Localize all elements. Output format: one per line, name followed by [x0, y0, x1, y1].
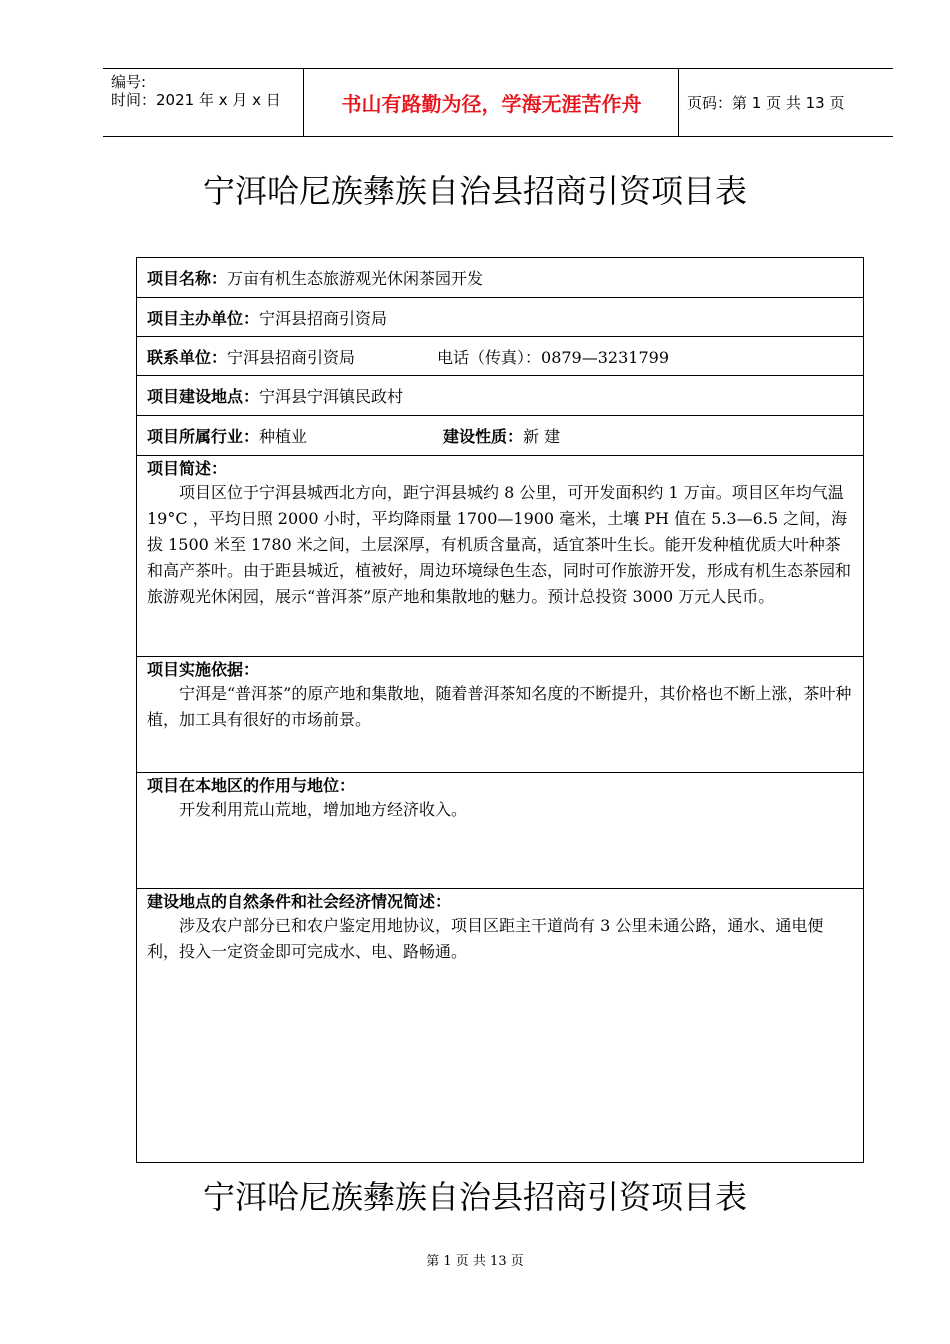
row-project-name — [137, 258, 863, 298]
contact-value: 宁洱县招商引资局 — [227, 347, 356, 367]
industry-value: 种植业 — [259, 427, 308, 446]
row-summary — [137, 456, 863, 657]
header-divider — [678, 69, 679, 136]
contact-phone: 电话（传真）：0879—3231799 — [437, 347, 669, 367]
role-label: 项目在本地区的作用与地位： — [147, 776, 356, 795]
row-contact — [137, 337, 863, 376]
nature-label: 建设性质： — [443, 427, 524, 446]
summary-text: 项目区位于宁洱县城西北方向，距宁洱县城约 8 公里，可开发面积约 1 万亩。项目区年均气温 19°C ，平均日照 2000 小时，平均降雨量 1700—1900 毫米，土壤 PH 值在 5.3—6.5 之间，海拔 1500 米至 1780 米之间，土层深厚，有机质含量高，适宜茶叶生长。能开发种植优质大叶种茶和高产茶叶。由于距县城近，植被好，周边环境绿色生态，同时可作旅游开发，形成有机生态茶园和旅游观光休闲园，展示“普洱茶”原产地和集散地的魅力。预计总投资 3000 万元人民币。 — [147, 483, 852, 606]
row-basis — [137, 657, 863, 773]
basis-label: 项目实施依据： — [147, 660, 260, 679]
conditions-text: 涉及农户部分已和农户鉴定用地协议，项目区距主干道尚有 3 公里未通公路，通水、通电便利，投入一定资金即可完成水、电、路畅通。 — [147, 916, 824, 961]
page-footer: 第 1 页 共 13 页 — [426, 1254, 524, 1269]
row-role — [137, 773, 863, 889]
project-table — [136, 257, 864, 1163]
contact-label: 联系单位： — [147, 347, 228, 367]
page-title-repeat: 宁洱哈尼族彝族自治县招商引资项目表 — [202, 1178, 747, 1216]
row-host-unit — [137, 298, 863, 337]
header-meta — [111, 73, 281, 109]
header-time: 时间：2021 年 x 月 x 日 — [111, 91, 281, 109]
location-label: 项目建设地点： — [147, 387, 260, 406]
header-page-number: 页码：第 1 页 共 13 页 — [687, 94, 845, 112]
industry-label: 项目所属行业： — [147, 427, 260, 446]
conditions-label: 建设地点的自然条件和社会经济情况简述： — [147, 892, 452, 911]
row-industry — [137, 416, 863, 456]
location-value: 宁洱县宁洱镇民政村 — [259, 387, 404, 406]
nature-value: 新 建 — [523, 427, 561, 446]
page-title: 宁洱哈尼族彝族自治县招商引资项目表 — [202, 172, 747, 210]
header-divider — [303, 69, 304, 136]
row-location — [137, 376, 863, 416]
host-unit-value: 宁洱县招商引资局 — [259, 308, 388, 328]
basis-text: 宁洱是“普洱茶”的原产地和集散地，随着普洱茶知名度的不断提升，其价格也不断上涨，茶叶种植，加工具有很好的市场前景。 — [147, 684, 852, 729]
document-header — [103, 68, 893, 137]
host-unit-label: 项目主办单位： — [147, 308, 260, 328]
role-text: 开发利用荒山荒地，增加地方经济收入。 — [179, 800, 468, 819]
row-conditions — [137, 889, 863, 1162]
header-motto: 书山有路勤为径，学海无涯苦作舟 — [341, 92, 642, 116]
project-name-value: 万亩有机生态旅游观光休闲茶园开发 — [227, 269, 484, 288]
header-number: 编号: — [111, 73, 147, 91]
summary-label: 项目简述： — [147, 459, 228, 478]
project-name-label: 项目名称： — [147, 269, 228, 288]
